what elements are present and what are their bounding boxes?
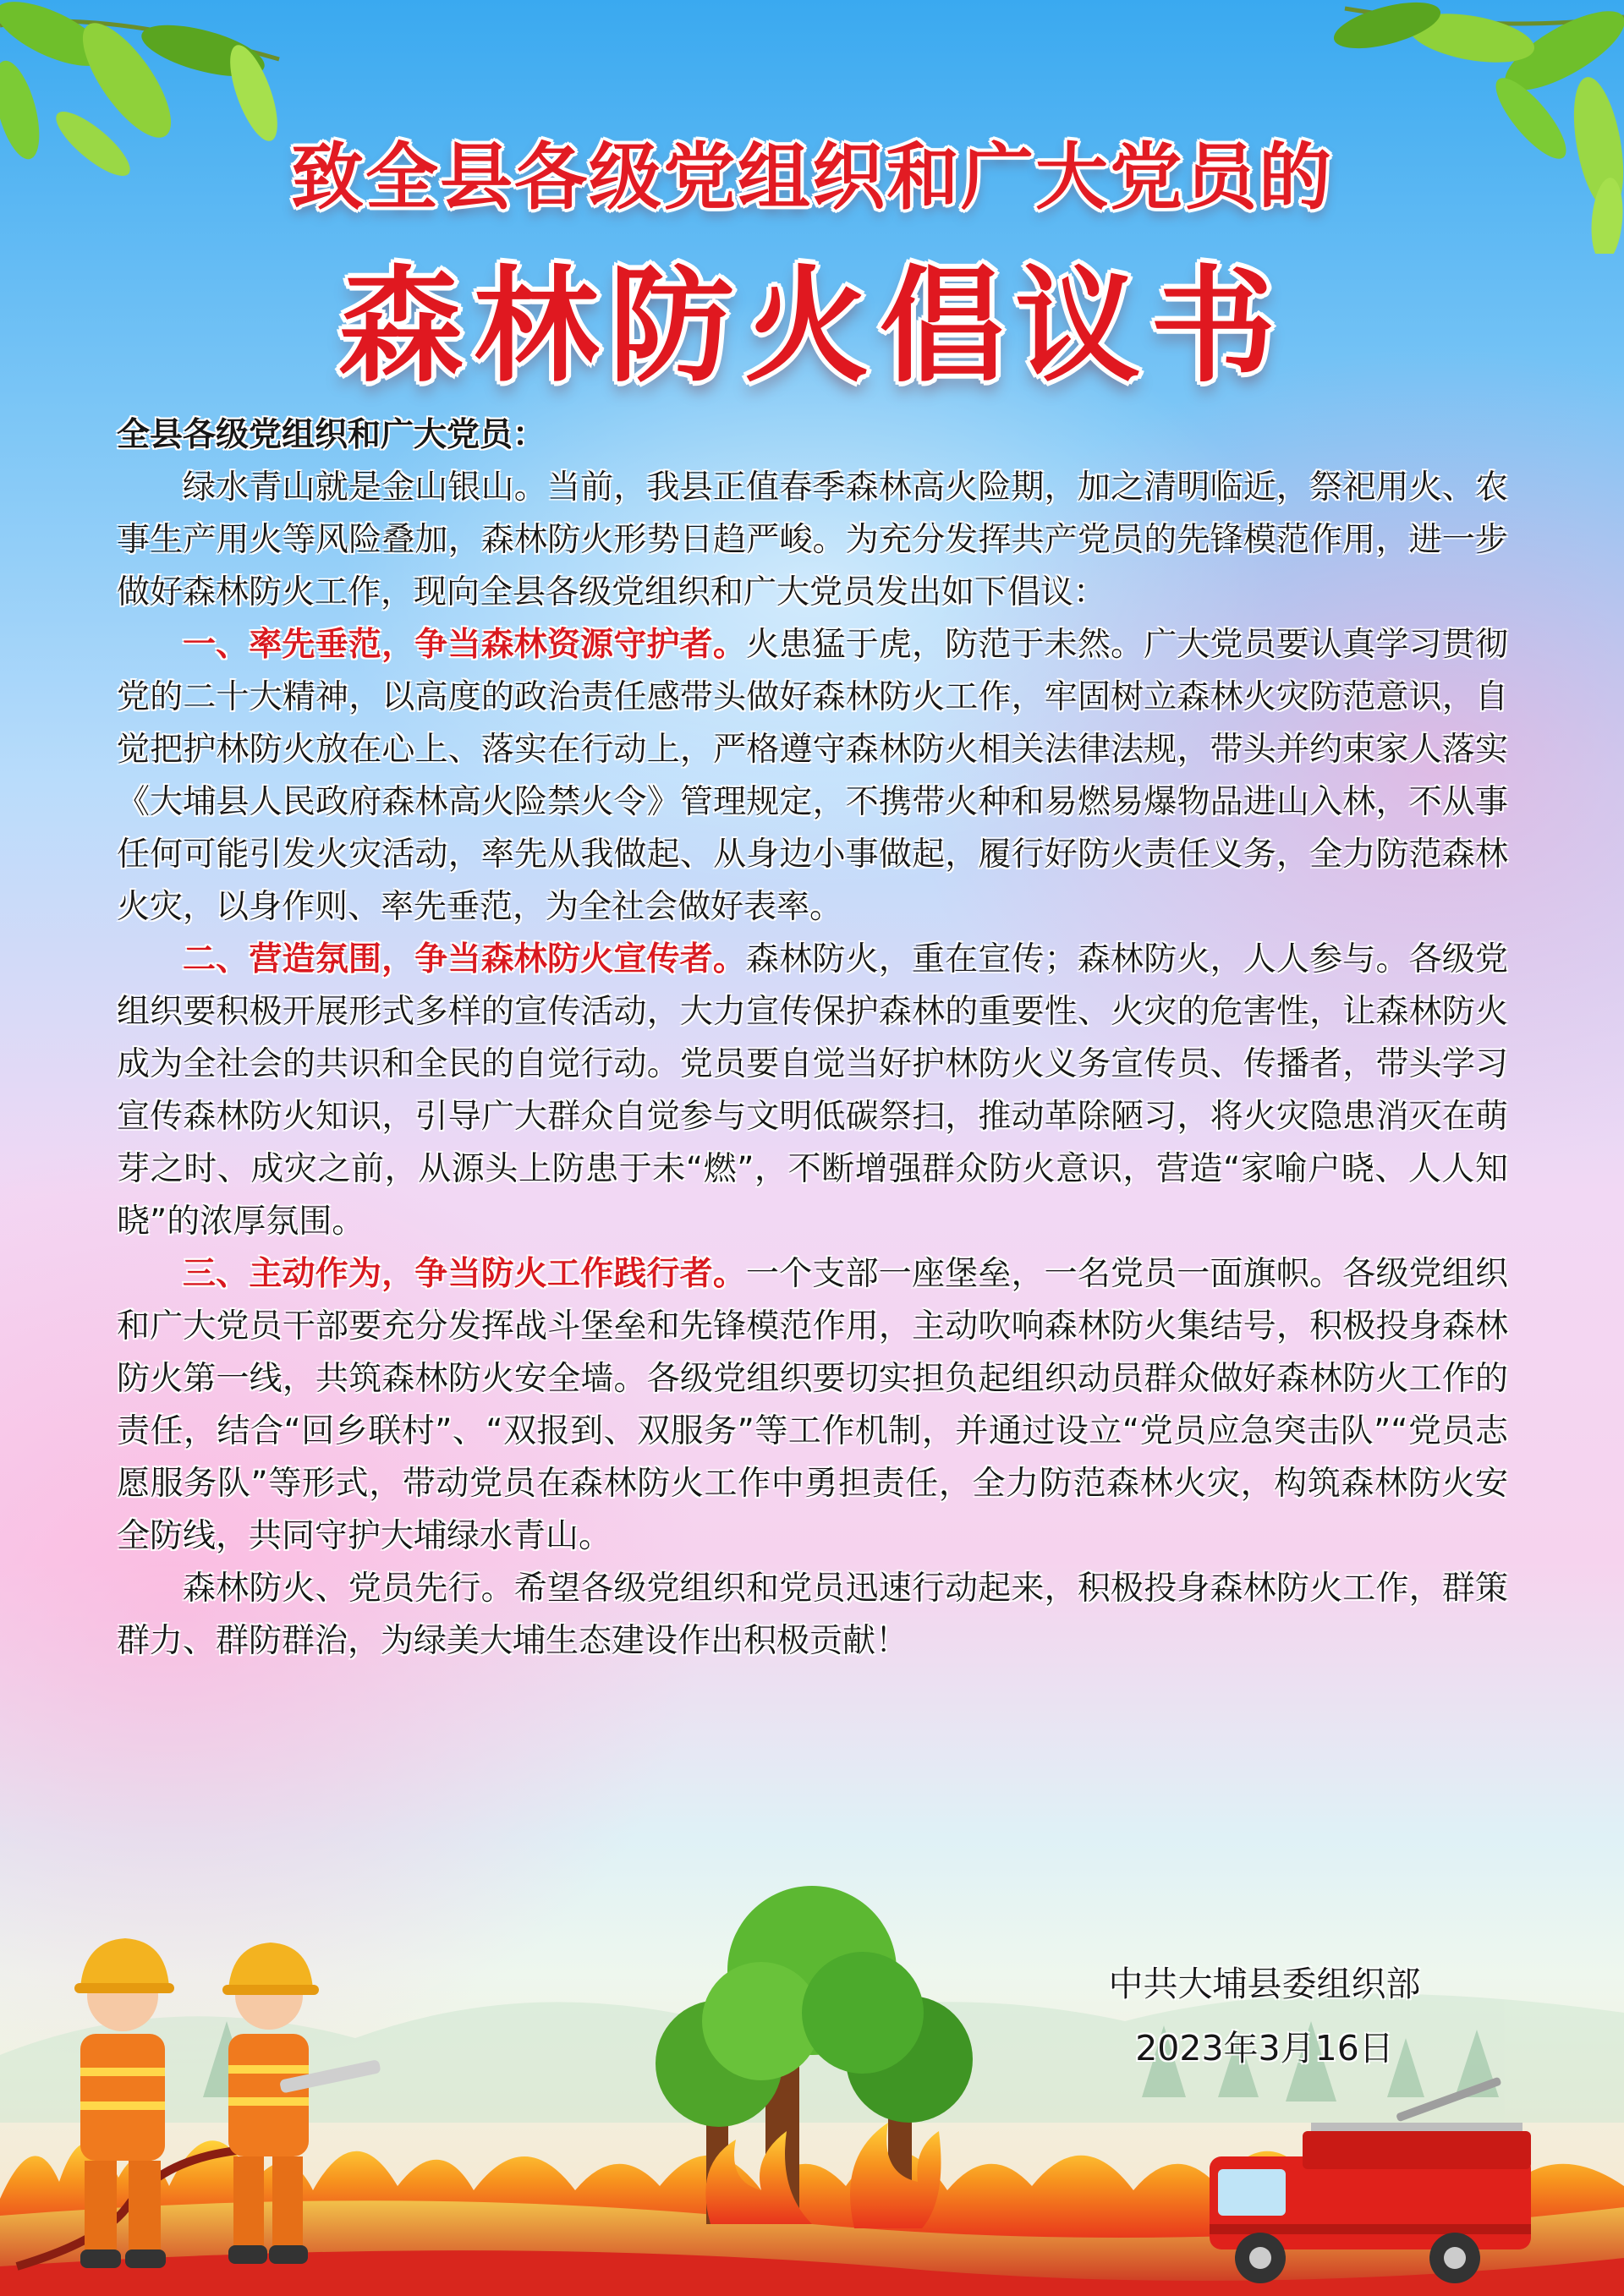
point-paragraph-1	[117, 619, 1508, 934]
signature-organization: 中共大埔县委组织部	[1108, 1964, 1421, 2004]
point-body-1: 火患猛于虎，防范于未然。广大党员要认真学习贯彻党的二十大精神，以高度的政治责任感带头做好森林防火工作，牢固树立森林火灾防范意识，自觉把护林防火放在心上、落实在行动上，严格遵守森林防火相关法律法规，带头并约束家人落实《大埔县人民政府森林高火险禁火令》管理规定，不携带火种和易燃易爆物品进山入林，不从事任何可能引发火灾活动，率先从我做起、从身边小事做起，履行好防火责任义务，全力防范森林火灾，以身作则、率先垂范，为全社会做好表率。	[117, 626, 1508, 926]
point-body-2: 森林防火，重在宣传；森林防火，人人参与。各级党组织要积极开展形式多样的宣传活动，大力宣传保护森林的重要性、火灾的危害性，让森林防火成为全社会的共识和全民的自觉行动。党员要自觉当好护林防火义务宣传员、传播者，带头学习宣传森林防火知识，引导广大群众自觉参与文明低碳祭扫，推动革除陋习，将火灾隐患消灭在萌芽之时、成灾之前，从源头上防患于未“燃”，不断增强群众防火意识，营造“家喻户晓、人人知晓”的浓厚氛围。	[117, 940, 1508, 1241]
closing-paragraph: 森林防火、党员先行。希望各级党组织和党员迅速行动起来，积极投身森林防火工作，群策群力、群防群治，为绿美大埔生态建设作出积极贡献！	[117, 1570, 1508, 1660]
point-heading-1: 一、率先垂范，争当森林资源守护者。	[183, 626, 747, 664]
letter-body	[117, 409, 1508, 1668]
point-paragraph-3	[117, 1248, 1508, 1563]
intro-paragraph: 绿水青山就是金山银山。当前，我县正值春季森林高火险期，加之清明临近，祭祀用火、农事生产用火等风险叠加，森林防火形势日趋严峻。为充分发挥共产党员的先锋模范作用，进一步做好森林防火工作，现向全县各级党组织和广大党员发出如下倡议：	[117, 469, 1508, 611]
point-heading-2: 二、营造氛围，争当森林防火宣传者。	[183, 940, 747, 978]
salutation: 全县各级党组织和广大党员：	[117, 416, 546, 454]
point-body-3: 一个支部一座堡垒，一名党员一面旗帜。各级党组织和广大党员干部要充分发挥战斗堡垒和先锋模范作用，主动吹响森林防火集结号，积极投身森林防火第一线，共筑森林防火安全墙。各级党组织要切实担负起组织动员群众做好森林防火工作的责任，结合“回乡联村”、“双报到、双服务”等工作机制，并通过设立“党员应急突击队”“党员志愿服务队”等形式，带动党员在森林防火工作中勇担责任，全力防范森林火灾，构筑森林防火安全防线，共同守护大埔绿水青山。	[117, 1255, 1508, 1555]
title-line-1: 致全县各级党组织和广大党员的	[291, 135, 1333, 220]
signature-date: 2023年3月16日	[1135, 2028, 1394, 2069]
point-heading-3: 三、主动作为，争当防火工作践行者。	[183, 1255, 747, 1293]
signature-block	[1066, 1952, 1463, 2080]
point-paragraph-2	[117, 934, 1508, 1248]
title-line-2: 森林防火倡议书	[338, 254, 1286, 399]
